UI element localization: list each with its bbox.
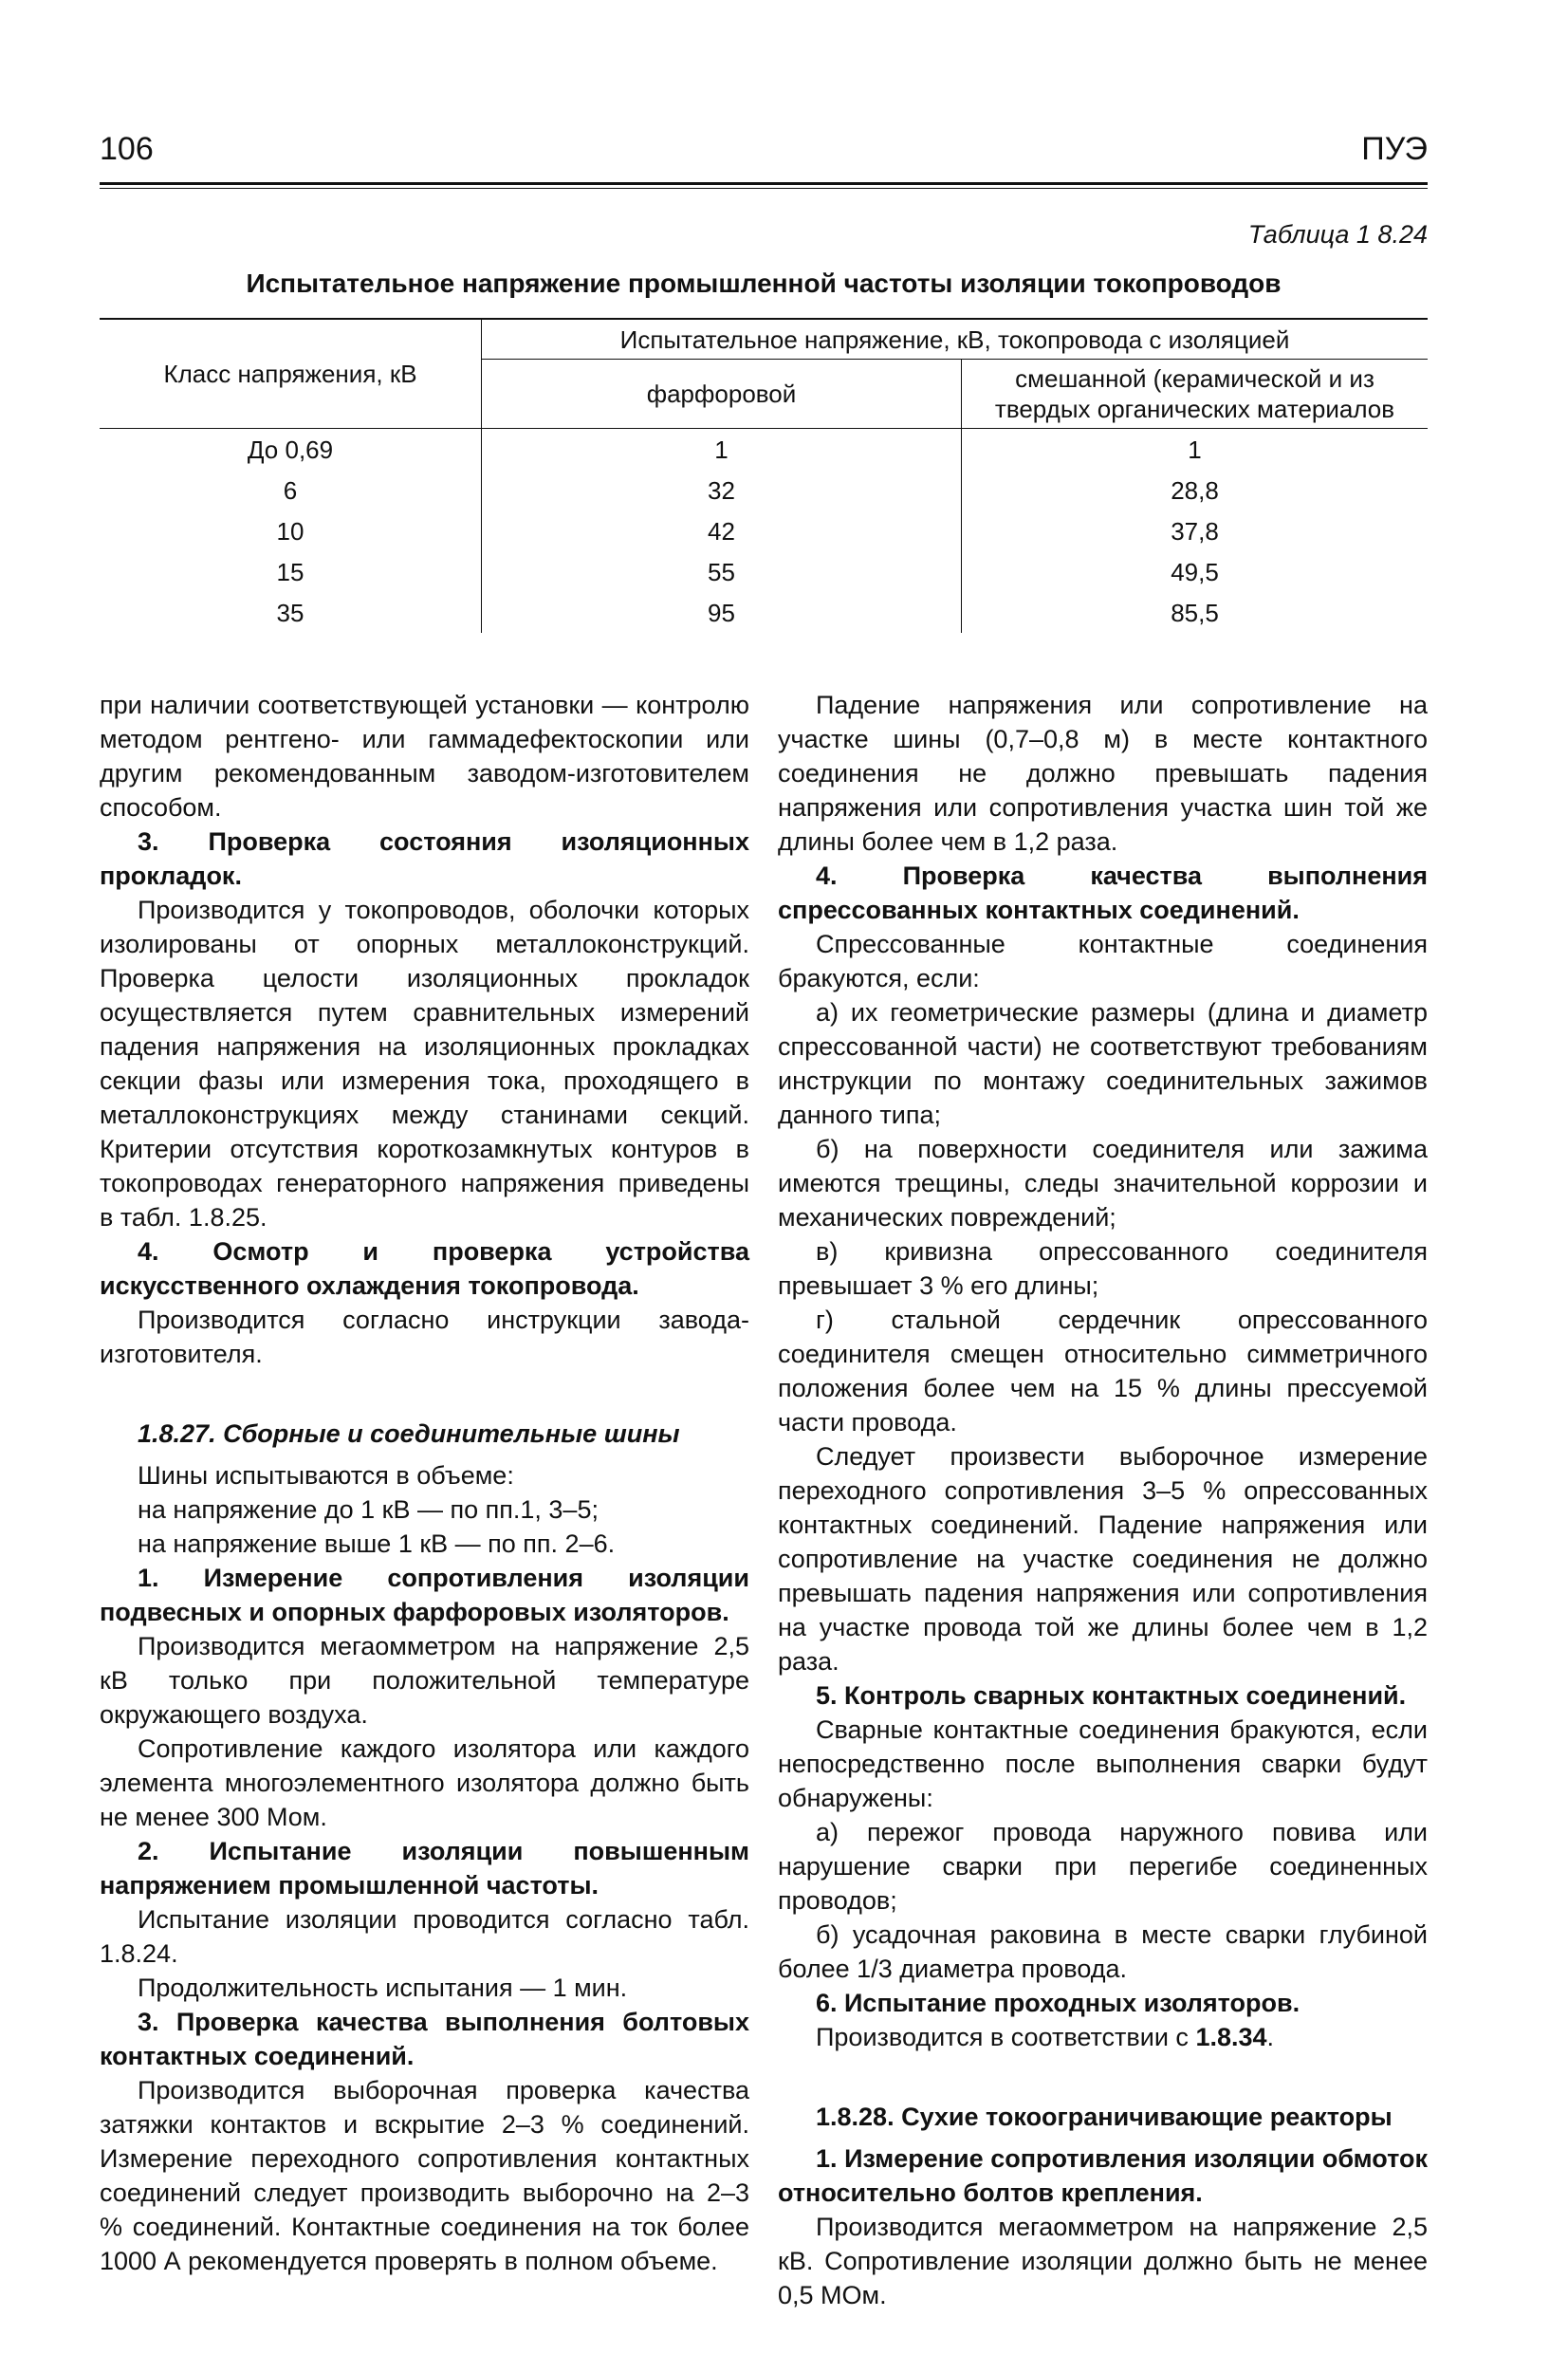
cell-mixed: 49,5 [1171, 558, 1219, 586]
table-row [100, 592, 1428, 633]
cell-class: 10 [100, 510, 482, 551]
page [100, 123, 1428, 2312]
list-item: г) стальной сердечник опрессованного соединителя смещен относительно симметричного положения более чем на 15 % длины прессуемой части провода. [778, 1306, 1428, 1436]
subsection-heading: 5. Контроль сварных контактных соединений. [816, 1681, 1407, 1710]
table-row [100, 429, 1428, 471]
list-item: б) на поверхности соединителя или зажима имеются трещины, следы значительной коррозии и механических повреждений; [778, 1135, 1428, 1232]
subsection-heading: 1. Измерение сопротивления изоляции подвесных и опорных фарфоровых изоляторов. [100, 1564, 749, 1626]
cell-mixed: 85,5 [1171, 599, 1219, 627]
cell-class: 15 [100, 551, 482, 592]
paragraph: Падение напряжения или сопротивление на участке шины (0,7–0,8 м) в месте контактного соединения не должно превышать падения напряжения или сопротивления участка шин той же длины более чем в 1,2 раза. [778, 691, 1428, 856]
page-header [100, 123, 1428, 180]
cell-porcelain: 55 [482, 551, 962, 592]
paragraph: на напряжение до 1 кВ — по пп.1, 3–5; [138, 1495, 599, 1524]
paragraph: Испытание изоляции проводится согласно табл. 1.8.24. [100, 1905, 749, 1968]
subsection-heading: 1. Измерение сопротивления изоляции обмоток относительно болтов крепления. [778, 2144, 1428, 2207]
paragraph-end: . [1266, 2023, 1275, 2051]
subsection-heading: 3. Проверка качества выполнения болтовых контактных соединений. [100, 2008, 749, 2070]
table-title: Испытательное напряжение промышленной частоты изоляции токопроводов [246, 269, 1282, 298]
paragraph: Следует произвести выборочное измерение переходного сопротивления 3–5 % опрессованных контактных соединений. Падение напряжения или сопротивление на участке соединения не должно превышать падения напряжения или сопротивления на участке провода той же длины более чем в 1,2 раза. [778, 1442, 1428, 1676]
body-columns [100, 688, 1428, 2312]
list-item: а) их геометрические размеры (длина и диаметр спрессованной части) не соответствуют требованиям инструкции по монтажу соединительных зажимов данного типа; [778, 998, 1428, 1129]
cell-class: До 0,69 [100, 429, 482, 471]
paragraph: на напряжение выше 1 кВ — по пп. 2–6. [138, 1529, 616, 1558]
page-number: 106 [100, 131, 154, 167]
paragraph: Производится выборочная проверка качества затяжки контактов и вскрытие 2–3 % соединений. Измерение переходного сопротивления контактных соединений следует производить выборочно на 2–3 % соединений. Контактные соединения на ток более 1000 А рекомендуется проверять в полном объеме. [100, 2076, 749, 2275]
list-item: в) кривизна опрессованного соединителя превышает 3 % его длины; [778, 1237, 1428, 1300]
section-heading [100, 1417, 749, 1451]
cell-porcelain: 95 [482, 592, 962, 633]
header-voltage-class: Класс напряжения, кВ [100, 319, 482, 429]
section-heading-text: 1.8.27. Сборные и соединительные шины [138, 1419, 680, 1448]
paragraph: Производится мегаомметром на напряжение 2,5 кВ только при положительной температуре окружающего воздуха. [100, 1632, 749, 1729]
paragraph [778, 2020, 1428, 2054]
list-item: б) усадочная раковина в месте сварки глубиной более 1/3 диаметра провода. [778, 1920, 1428, 1983]
paragraph: Продолжительность испытания — 1 мин. [138, 1974, 628, 2002]
cell-class: 6 [100, 470, 482, 510]
cell-mixed: 37,8 [1171, 517, 1219, 546]
paragraph-text: Производится в соответствии с [816, 2023, 1196, 2051]
subsection-heading: 4. Осмотр и проверка устройства искусственного охлаждения токопровода. [100, 1237, 749, 1300]
cell-mixed: 1 [1188, 436, 1202, 464]
header-mixed: смешанной (керамической и из твердых органических материалов [994, 364, 1395, 423]
cross-reference: 1.8.34 [1195, 2023, 1267, 2051]
subsection-heading: 4. Проверка качества выполнения спрессованных контактных соединений. [778, 862, 1428, 924]
paragraph: Шины испытываются в объеме: [138, 1461, 514, 1490]
paragraph: Сварные контактные соединения бракуются, если непосредственно после выполнения сварки будут обнаружены: [778, 1715, 1428, 1812]
paragraph: Сопротивление каждого изолятора или каждого элемента многоэлементного изолятора должно быть не менее 300 Мом. [100, 1734, 749, 1831]
table-row [100, 510, 1428, 551]
cell-porcelain: 1 [482, 429, 962, 471]
table-label: Таблица 1 8.24 [1247, 220, 1428, 249]
header-rule-thick [100, 182, 1428, 185]
cell-mixed: 28,8 [1171, 476, 1219, 505]
cell-class: 35 [100, 592, 482, 633]
subsection-heading: 3. Проверка состояния изоляционных прокладок. [100, 827, 749, 890]
list-item: а) пережог провода наружного повива или нарушение сварки при перегибе соединенных проводов; [778, 1818, 1428, 1915]
paragraph: Производится у токопроводов, оболочки которых изолированы от опорных металлоконструкций. Проверка целости изоляционных прокладок осуществляется путем сравнительных измерений падения напряжения на изоляционных прокладках секции фазы или измерения тока, проходящего в металлоконструкциях между станинами секций. Критерии отсутствия короткозамкнутых контуров в токопроводах генераторного напряжения приведены в табл. 1.8.25. [100, 896, 749, 1232]
paragraph: Производится мегаомметром на напряжение 2,5 кВ. Сопротивление изоляции должно быть не менее 0,5 МОм. [778, 2213, 1428, 2309]
cell-porcelain: 32 [482, 470, 962, 510]
table-row [100, 470, 1428, 510]
running-title: ПУЭ [1361, 131, 1428, 167]
voltage-table [100, 318, 1428, 633]
header-rule-thin [100, 188, 1428, 189]
left-column [100, 688, 749, 2312]
header-porcelain: фарфоровой [482, 360, 962, 429]
right-column [778, 688, 1428, 2312]
paragraph: Спрессованные контактные соединения бракуются, если: [778, 930, 1428, 992]
paragraph: при наличии соответствующей установки — контролю методом рентгено- или гаммадефектоскопии или другим рекомендованным заводом-изготовителем способом. [100, 691, 749, 822]
table-row [100, 551, 1428, 592]
cell-porcelain: 42 [482, 510, 962, 551]
subsection-heading: 2. Испытание изоляции повышенным напряжением промышленной частоты. [100, 1837, 749, 1900]
section-heading: 1.8.28. Сухие токоограничивающие реакторы [816, 2103, 1393, 2131]
header-test-voltage-group: Испытательное напряжение, кВ, токопровода с изоляцией [482, 319, 1429, 360]
subsection-heading: 6. Испытание проходных изоляторов. [816, 1989, 1301, 2017]
paragraph: Производится согласно инструкции завода-изготовителя. [100, 1306, 749, 1368]
